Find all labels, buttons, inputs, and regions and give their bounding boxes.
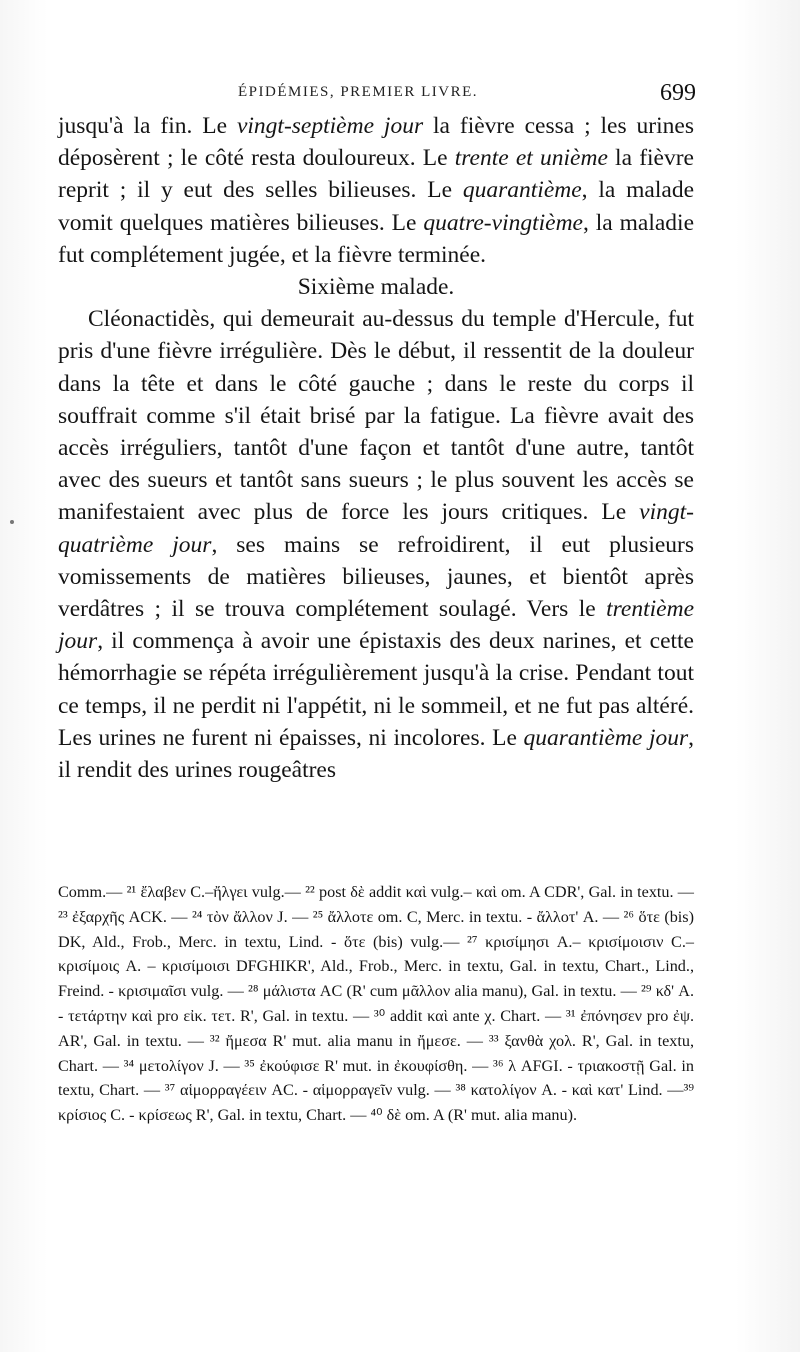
paragraph-case: [58, 303, 694, 786]
text-run: Cléonactidès, qui demeurait au-dessus du temple d'Hercule, fut pris d'une fièvre irrégulière. Dès le début, il ressentit de la douleur dans la tête et dans le côté gauche ; dans le reste du corps il souffrait comme s'il était brisé par la fatigue. La fièvre avait des accès irréguliers, tantôt d'une façon et tantôt d'une autre, tantôt avec des sueurs et tantôt sans sueurs ; le plus souvent les accès se manifestaient avec plus de force les jours critiques. Le: [58, 306, 694, 526]
text-run: , la maladie fut complétement jugée, et la fièvre terminée.: [58, 209, 694, 268]
italic-day: quarantième jour: [523, 724, 689, 751]
text-run: , il commença à avoir une épistaxis des deux narines, et cette hémorrhagie se répéta irrégulièrement jusqu'à la crise. Pendant tout ce temps, il ne perdit ni l'appétit, ni le sommeil, et ne fut pas altéré. Les urines ne furent ni épaisses, ni incolores. Le: [58, 628, 694, 751]
text-run: , la malade vomit quelques matières bilieuses. Le: [58, 177, 695, 236]
italic-day: quarantième: [462, 177, 582, 204]
italic-day: vingt-quatrième jour: [58, 499, 694, 558]
critical-apparatus: [58, 880, 694, 1128]
page-number: 699: [660, 80, 696, 106]
italic-day: quatre-vingtième: [423, 209, 583, 236]
text-run: , ses mains se refroidirent, il eut plusieurs vomissements de matières bilieuses, jaunes, et bientôt après verdâtres ; il se trouva complétement soulagé. Vers le: [58, 531, 694, 623]
italic-day: trentième jour: [58, 596, 694, 655]
text-run: jusqu'à la fin. Le: [58, 113, 237, 139]
main-text: [58, 110, 694, 786]
footnotes-text: Comm.— ²¹ ἔλαβεν C.–ἤλγει vulg.— ²² post δὲ addit καὶ vulg.– καὶ om. A CDR', Gal. in textu. — ²³ ἐξαρχῆς ACK. — ²⁴ τὸν ἄλλον J. — ²⁵ ἄλλοτε om. C, Merc. in textu. - ἄλλοτ' A. — ²⁶ ὅτε (bis) DK, Ald., Frob., Merc. in textu, Lind. - ὅτε (bis) vulg.— ²⁷ κρισίμησι A.– κρισίμοισιν C.– κρισίμοις A. – κρισίμοισι DFGHIKR', Ald., Frob., Merc. in textu, Gal. in textu, Chart., Lind., Freind. - κρισιμαῖσι vulg. — ²⁸ μάλιστα AC (R' cum μᾶλλον alia manu), Gal. in textu. — ²⁹ κδ' A. - τετάρτην καὶ pro εἰκ. τετ. R', Gal. in textu. — ³⁰ addit καὶ ante χ. Chart. — ³¹ ἐπόνησεν pro ἐψ. AR', Gal. in textu. — ³² ἤμεσα R' mut. alia manu in ἤμεσε. — ³³ ξανθὰ χολ. R', Gal. in textu, Chart. — ³⁴ μετολίγον J. — ³⁵ ἐκούφισε R' mut. in ἐκουφίσθη. — ³⁶ λ AFGI. - τριακοστῇ Gal. in textu, Chart. — ³⁷ αἱμορραγέειν AC. - αἱμορραγεῖν vulg. — ³⁸ κατολίγον A. - καὶ κατ' Lind. —³⁹ κρίσιος C. - κρίσεως R', Gal. in textu, Chart. — ⁴⁰ δὲ om. A (R' mut. alia manu).: [58, 883, 694, 1125]
text-run: , il rendit des urines rougeâtres: [58, 724, 694, 784]
text-run: la fièvre cessa ; les urines déposèrent ; le côté resta douloureux. Le: [58, 113, 694, 172]
running-title: ÉPIDÉMIES, PREMIER LIVRE.: [238, 84, 478, 100]
italic-day: trente et unième: [454, 145, 608, 172]
page-header: [60, 80, 696, 110]
text-run: la fièvre reprit ; il y eut des selles bilieuses. Le: [58, 145, 694, 204]
margin-speck: [10, 520, 14, 524]
italic-day: vingt-septième jour: [236, 113, 424, 139]
section-subheading: Sixième malade.: [297, 274, 455, 301]
paragraph-continued: [58, 110, 694, 271]
